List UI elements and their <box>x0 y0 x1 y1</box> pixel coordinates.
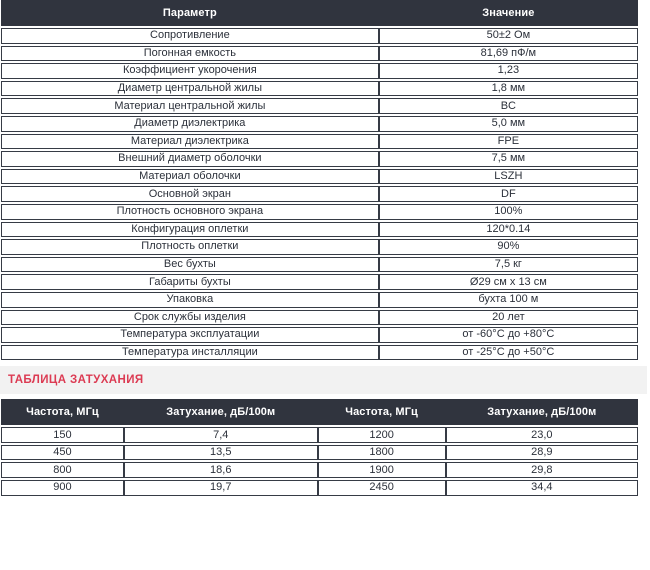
spec-param-cell: Сопротивление <box>1 28 379 44</box>
attenuation-section-band <box>0 366 647 394</box>
spec-table-row <box>1 222 638 238</box>
spec-value-cell: DF <box>379 186 638 202</box>
attenuation-frequency-cell: 800 <box>1 462 124 478</box>
spec-table-row <box>1 327 638 343</box>
attenuation-loss-cell: 28,9 <box>446 445 638 461</box>
spec-value-cell: 120*0.14 <box>379 222 638 238</box>
spec-value-cell: LSZH <box>379 169 638 185</box>
spec-param-cell: Плотность оплетки <box>1 239 379 255</box>
attenuation-loss-cell: 19,7 <box>124 480 318 496</box>
attenuation-table-row <box>1 427 638 443</box>
attenuation-table-header-row <box>1 399 638 425</box>
spec-header-parameter: Параметр <box>1 0 379 26</box>
spec-value-cell: 50±2 Ом <box>379 28 638 44</box>
spec-table-row <box>1 169 638 185</box>
spec-param-cell: Вес бухты <box>1 257 379 273</box>
spec-value-cell: 1,23 <box>379 63 638 79</box>
spec-param-cell: Температура эксплуатации <box>1 327 379 343</box>
attenuation-table-row <box>1 445 638 461</box>
spec-table-row <box>1 63 638 79</box>
spec-value-cell: 5,0 мм <box>379 116 638 132</box>
attenuation-table <box>1 397 638 497</box>
spec-param-cell: Материал диэлектрика <box>1 134 379 150</box>
attenuation-frequency-cell: 150 <box>1 427 124 443</box>
spec-table-row <box>1 239 638 255</box>
attenuation-header-frequency-1: Частота, МГц <box>1 399 124 425</box>
spec-value-cell: FPE <box>379 134 638 150</box>
spec-table-row <box>1 310 638 326</box>
attenuation-header-frequency-2: Частота, МГц <box>318 399 446 425</box>
spec-table-row <box>1 81 638 97</box>
spec-table-header-row <box>1 0 638 26</box>
spec-value-cell: от -60°C до +80°C <box>379 327 638 343</box>
spec-param-cell: Материал оболочки <box>1 169 379 185</box>
spec-value-cell: 1,8 мм <box>379 81 638 97</box>
attenuation-frequency-cell: 900 <box>1 480 124 496</box>
spec-table-row <box>1 134 638 150</box>
attenuation-table-row <box>1 480 638 496</box>
spec-value-cell: 20 лет <box>379 310 638 326</box>
attenuation-loss-cell: 34,4 <box>446 480 638 496</box>
spec-param-cell: Срок службы изделия <box>1 310 379 326</box>
attenuation-section-title: ТАБЛИЦА ЗАТУХАНИЯ <box>8 374 144 387</box>
attenuation-frequency-cell: 450 <box>1 445 124 461</box>
spec-table-row <box>1 345 638 361</box>
spec-param-cell: Диаметр центральной жилы <box>1 81 379 97</box>
spec-value-cell: бухта 100 м <box>379 292 638 308</box>
spec-table-row <box>1 204 638 220</box>
spec-value-cell: 81,69 пФ/м <box>379 46 638 62</box>
spec-table-row <box>1 292 638 308</box>
spec-value-cell: Ø29 см x 13 см <box>379 274 638 290</box>
spec-param-cell: Основной экран <box>1 186 379 202</box>
attenuation-header-loss-2: Затухание, дБ/100м <box>446 399 638 425</box>
spec-header-value: Значение <box>379 0 638 26</box>
attenuation-loss-cell: 18,6 <box>124 462 318 478</box>
attenuation-frequency-cell: 1900 <box>318 462 446 478</box>
spec-table-row <box>1 274 638 290</box>
spec-table-row <box>1 186 638 202</box>
spec-param-cell: Температура инсталляции <box>1 345 379 361</box>
attenuation-header-loss-1: Затухание, дБ/100м <box>124 399 318 425</box>
spec-table-row <box>1 28 638 44</box>
spec-param-cell: Плотность основного экрана <box>1 204 379 220</box>
spec-param-cell: Конфигурация оплетки <box>1 222 379 238</box>
spec-param-cell: Погонная емкость <box>1 46 379 62</box>
spec-param-cell: Диаметр диэлектрика <box>1 116 379 132</box>
spec-value-cell: BC <box>379 98 638 114</box>
spec-table-row <box>1 257 638 273</box>
spec-param-cell: Габариты бухты <box>1 274 379 290</box>
attenuation-table-row <box>1 462 638 478</box>
spec-value-cell: 100% <box>379 204 638 220</box>
attenuation-loss-cell: 7,4 <box>124 427 318 443</box>
spec-value-cell: от -25°C до +50°C <box>379 345 638 361</box>
attenuation-frequency-cell: 1200 <box>318 427 446 443</box>
spec-param-cell: Упаковка <box>1 292 379 308</box>
attenuation-loss-cell: 29,8 <box>446 462 638 478</box>
spec-param-cell: Внешний диаметр оболочки <box>1 151 379 167</box>
attenuation-loss-cell: 23,0 <box>446 427 638 443</box>
spec-value-cell: 90% <box>379 239 638 255</box>
spec-table-row <box>1 151 638 167</box>
spec-value-cell: 7,5 мм <box>379 151 638 167</box>
attenuation-frequency-cell: 2450 <box>318 480 446 496</box>
spec-param-cell: Коэффициент укорочения <box>1 63 379 79</box>
spec-table-row <box>1 46 638 62</box>
spec-param-cell: Материал центральной жилы <box>1 98 379 114</box>
spec-value-cell: 7,5 кг <box>379 257 638 273</box>
spec-table-row <box>1 98 638 114</box>
spec-table-row <box>1 116 638 132</box>
spec-table <box>1 0 638 362</box>
attenuation-loss-cell: 13,5 <box>124 445 318 461</box>
attenuation-frequency-cell: 1800 <box>318 445 446 461</box>
